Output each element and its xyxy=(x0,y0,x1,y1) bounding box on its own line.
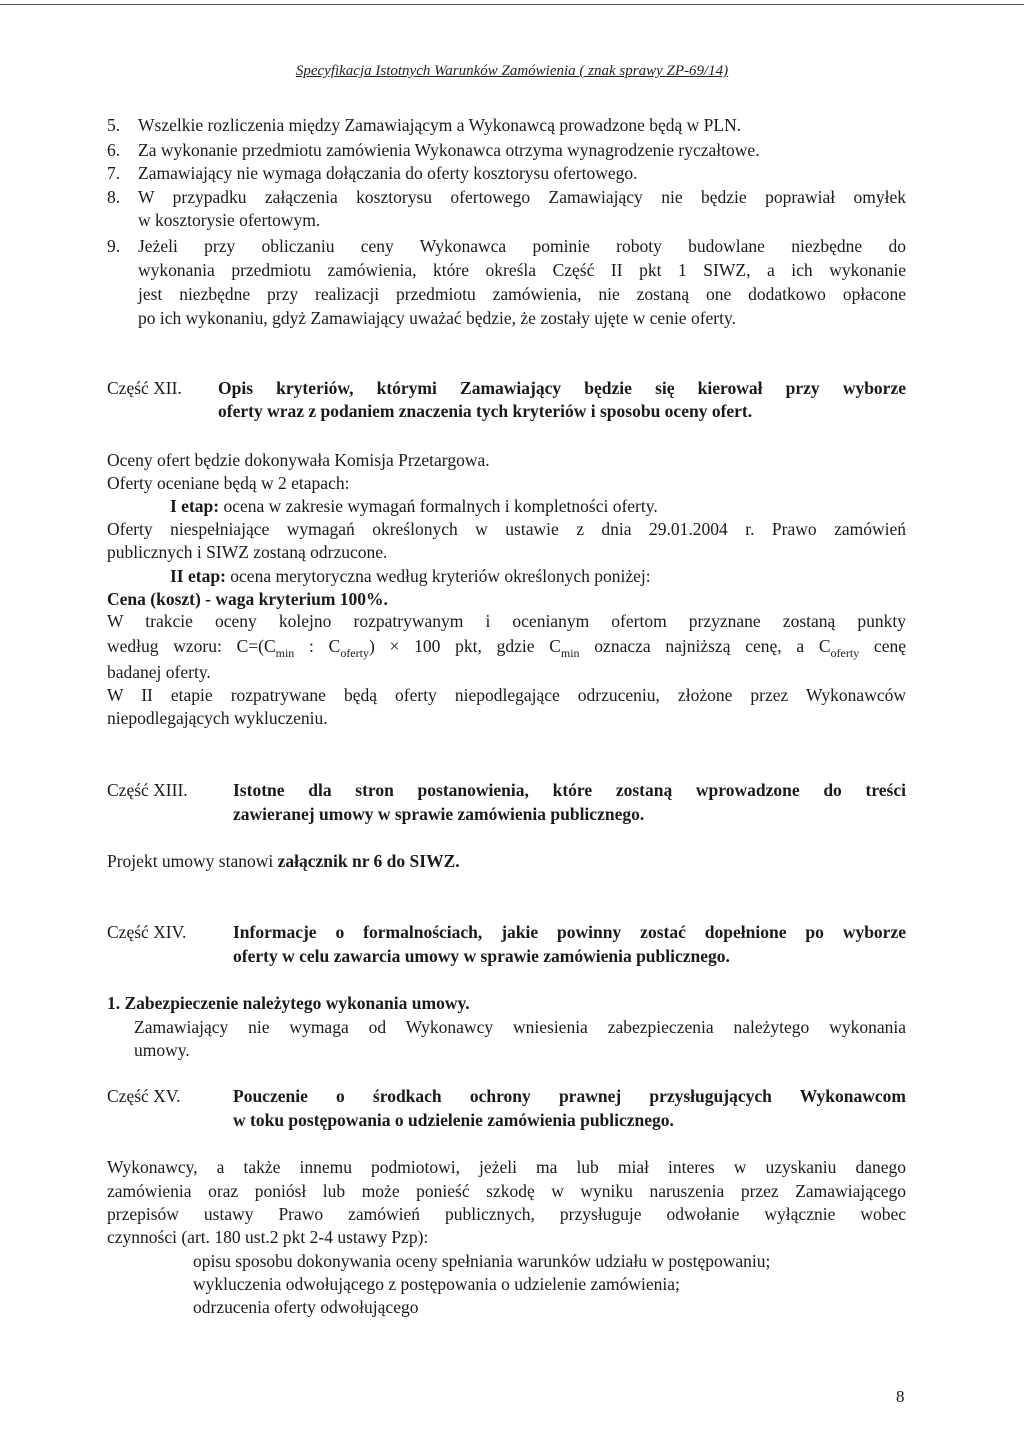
section-12-para-3b: publicznych i SIWZ zostaną odrzucone. xyxy=(107,542,388,562)
page-number: 8 xyxy=(896,1387,905,1406)
item-8-number: 8. xyxy=(107,187,121,207)
top-rule xyxy=(0,4,1024,5)
section-14-para-1b: umowy. xyxy=(134,1040,190,1060)
section-14-heading-1: 1. Zabezpieczenie należytego wykonania umowy. xyxy=(107,993,470,1013)
item-5-number: 5. xyxy=(107,115,121,135)
section-12-para-1: Oceny ofert będzie dokonywała Komisja Przetargowa. xyxy=(107,450,490,470)
item-6-number: 6. xyxy=(107,140,121,160)
stage-2-text: ocena merytoryczna według kryteriów określonych poniżej: xyxy=(225,566,651,586)
item-9-line-3: jest niezbędne przy realizacji przedmiotu zamówienia, nie zostaną one dodatkowo opłacone xyxy=(138,284,906,304)
item-7-text: Zamawiający nie wymaga dołączania do oferty kosztorysu ofertowego. xyxy=(138,163,638,183)
section-15-list-item-2: wykluczenia odwołującego z postępowania o udzielenie zamówienia; xyxy=(193,1274,680,1294)
stage-2-line xyxy=(170,566,651,586)
section-12-para-4c: badanej oferty. xyxy=(107,662,211,682)
section-12-para-2: Oferty oceniane będą w 2 etapach: xyxy=(107,473,350,493)
section-15-list-item-1: opisu sposobu dokonywania oceny spełniania warunków udziału w postępowaniu; xyxy=(193,1251,771,1271)
section-15-title-line-2: w toku postępowania o udzielenie zamówienia publicznego. xyxy=(233,1110,674,1130)
section-15-title-line-1: Pouczenie o środkach ochrony prawnej przysługujących Wykonawcom xyxy=(233,1086,906,1106)
stage-1-text: ocena w zakresie wymagań formalnych i kompletności oferty. xyxy=(219,496,658,516)
item-6-text: Za wykonanie przedmiotu zamówienia Wykonawca otrzyma wynagrodzenie ryczałtowe. xyxy=(138,140,760,160)
section-12-title-line-1: Opis kryteriów, którymi Zamawiający będzie się kierował przy wyborze xyxy=(218,378,906,398)
section-15-para-line-2: zamówienia oraz poniósł lub może ponieść szkodę w wyniku naruszenia przez Zamawiającego xyxy=(107,1181,906,1201)
formula-sub-min-2: min xyxy=(560,646,580,660)
item-5-text: Wszelkie rozliczenia między Zamawiającym a Wykonawcą prowadzone będą w PLN. xyxy=(138,115,742,135)
section-15-para-line-1: Wykonawcy, a także innemu podmiotowi, jeżeli ma lub miał interes w uzyskaniu danego xyxy=(107,1157,906,1177)
section-12-para-5b: niepodlegających wykluczeniu. xyxy=(107,708,328,728)
item-9-line-2: wykonania przedmiotu zamówienia, które określa Część II pkt 1 SIWZ, a ich wykonanie xyxy=(138,260,906,280)
item-8-line-2: w kosztorysie ofertowym. xyxy=(138,210,321,230)
formula-part-2: : C xyxy=(294,636,341,656)
section-14-title-line-1: Informacje o formalnościach, jakie powinny zostać dopełnione po wyborze xyxy=(233,922,906,942)
formula-part-5: cenę xyxy=(859,636,906,656)
stage-2-label: II etap: xyxy=(170,566,226,586)
section-15-label: Część XV. xyxy=(107,1086,181,1106)
section-13-para xyxy=(107,851,460,871)
stage-1-label: I etap: xyxy=(170,496,220,516)
section-14-title-line-2: oferty w celu zawarcia umowy w sprawie zamówienia publicznego. xyxy=(233,946,730,966)
formula-sub-min: min xyxy=(275,646,295,660)
formula-part-3: ) × 100 pkt, gdzie C xyxy=(368,636,561,656)
section-13-title-line-1: Istotne dla stron postanowienia, które zostaną wprowadzone do treści xyxy=(233,780,906,800)
item-8-line-1: W przypadku załączenia kosztorysu ofertowego Zamawiający nie będzie poprawiał omyłek xyxy=(138,187,906,207)
section-15-para-line-4: czynności (art. 180 ust.2 pkt 2-4 ustawy Pzp): xyxy=(107,1227,429,1247)
section-15-para-line-3: przepisów ustawy Prawo zamówień publicznych, przysługuje odwołanie wyłącznie wobec xyxy=(107,1204,906,1224)
section-12-para-5a: W II etapie rozpatrywane będą oferty niepodlegające odrzuceniu, złożone przez Wykonawców xyxy=(107,685,906,705)
formula-sub-oferty-2: oferty xyxy=(830,646,860,660)
section-13-title-line-2: zawieranej umowy w sprawie zamówienia publicznego. xyxy=(233,804,645,824)
price-criterion: Cena (koszt) - waga kryterium 100%. xyxy=(107,589,388,609)
formula-line xyxy=(107,636,906,660)
item-9-number: 9. xyxy=(107,236,121,256)
section-12-title-line-2: oferty wraz z podaniem znaczenia tych kryteriów i sposobu oceny ofert. xyxy=(218,401,753,421)
section-12-para-3a: Oferty niespełniające wymagań określonych w ustawie z dnia 29.01.2004 r. Prawo zamówień xyxy=(107,519,906,539)
stage-1-line xyxy=(170,496,658,516)
section-12-para-4a: W trakcie oceny kolejno rozpatrywanym i ocenianym ofertom przyznane zostaną punkty xyxy=(107,611,906,631)
section-12-label: Część XII. xyxy=(107,378,182,398)
item-9-line-4: po ich wykonaniu, gdyż Zamawiający uważać będzie, że zostały ujęte w cenie oferty. xyxy=(138,308,736,328)
section-14-label: Część XIV. xyxy=(107,922,187,942)
item-9-line-1: Jeżeli przy obliczaniu ceny Wykonawca pominie roboty budowlane niezbędne do xyxy=(138,236,906,256)
section-15-list-item-3: odrzucenia oferty odwołującego xyxy=(193,1297,419,1317)
formula-part-4: oznacza najniższą cenę, a C xyxy=(579,636,831,656)
section-14-para-1a: Zamawiający nie wymaga od Wykonawcy wniesienia zabezpieczenia należytego wykonania xyxy=(134,1017,906,1037)
formula-sub-oferty: oferty xyxy=(340,646,369,660)
section-13-para-text: Projekt umowy stanowi xyxy=(107,851,278,871)
page-header: Specyfikacja Istotnych Warunków Zamówienia ( znak sprawy ZP-69/14) xyxy=(295,63,729,79)
attachment-reference: załącznik nr 6 do SIWZ. xyxy=(277,851,460,871)
formula-part-1: według wzoru: C=(C xyxy=(107,636,276,656)
item-7-number: 7. xyxy=(107,163,121,183)
section-13-label: Część XIII. xyxy=(107,780,188,800)
